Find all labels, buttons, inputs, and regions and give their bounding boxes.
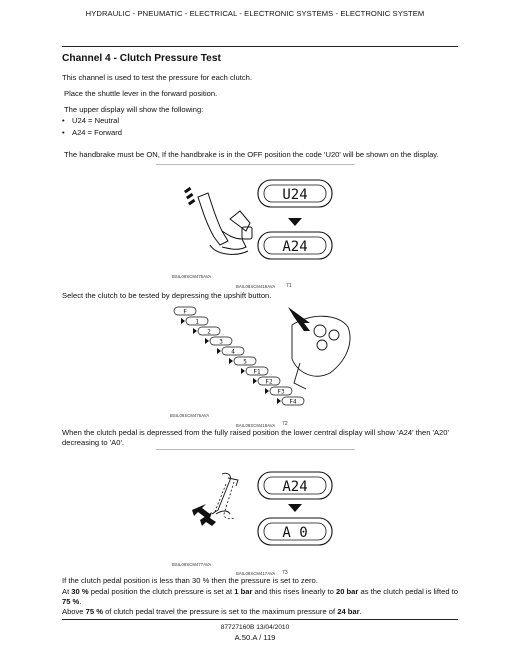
step-label: F3 — [277, 388, 285, 396]
figure-separator — [156, 449, 355, 450]
figure-code: BSIL08SCM475AVA — [172, 274, 212, 279]
bottom-display-readout: A24 — [282, 239, 308, 255]
figure-number: 72 — [282, 421, 288, 427]
step-label: F2 — [265, 378, 273, 386]
step-arrow — [277, 398, 281, 404]
figure-number: 71 — [286, 283, 292, 289]
footer-rule — [62, 619, 458, 620]
footer-page-number: A.50.A / 119 — [234, 633, 276, 642]
section-title: Channel 4 - Clutch Pressure Test — [62, 53, 221, 64]
step-arrow — [205, 338, 209, 344]
list-item — [62, 115, 122, 127]
bullet-text: A24 = Forward — [72, 128, 123, 137]
step-arrow — [253, 378, 257, 384]
bullet-text: U24 = Neutral — [72, 116, 120, 125]
step-arrow — [229, 358, 233, 364]
figure-ref: BAIL08SCM419AVA — [236, 284, 276, 289]
step-arrow — [241, 368, 245, 374]
bullet-list — [62, 115, 122, 139]
paragraph: The upper display will show the following: — [64, 105, 204, 114]
page-header: HYDRAULIC - PNEUMATIC - ELECTRICAL - ELECTRONIC SYSTEMS - ELECTRONIC SYSTEM — [85, 9, 425, 18]
figure-ref: BAIL08SCM417AVA — [236, 571, 276, 576]
top-display-readout: U24 — [282, 187, 308, 203]
step-label: F4 — [289, 398, 297, 406]
paragraph: Place the shuttle lever in the forward position. — [64, 89, 218, 98]
step-label: 5 — [243, 358, 247, 366]
figure-71-illustration — [176, 175, 346, 261]
step-arrow — [217, 348, 221, 354]
paragraph: The handbrake must be ON, If the handbrake is in the OFF position the code 'U20' will be shown on the display. — [64, 150, 439, 159]
paragraph-max-pressure: Above 75 % of clutch pedal travel the pressure is set to the maximum pressure of 24 bar. — [62, 607, 362, 616]
step-label: F1 — [253, 368, 261, 376]
figure-72-illustration — [170, 303, 360, 413]
figure-code: BSIL08SCM477AVA — [172, 562, 212, 567]
figure-code: BSIL08SCM476AVA — [170, 413, 210, 418]
header-rule — [62, 46, 458, 47]
step-label: 2 — [207, 328, 211, 336]
step-label: F — [183, 308, 187, 316]
step-arrow — [265, 388, 269, 394]
step-label: 4 — [231, 348, 235, 356]
list-item — [62, 127, 122, 139]
paragraph: Select the clutch to be tested by depressing the upshift button. — [62, 291, 272, 300]
paragraph-pressure-rise: At 30 % pedal position the clutch pressure is set at 1 bar and this rises linearly to 20 bar as the clutch pedal is lifted to 75 %. — [62, 587, 458, 606]
figure-number: 73 — [282, 570, 288, 576]
bottom-display-readout: A 0 — [282, 525, 308, 541]
top-display-readout: A24 — [282, 479, 308, 495]
step-arrow — [181, 318, 185, 324]
footer-doc-id: 87727160B 13/04/2010 — [220, 624, 290, 631]
paragraph: When the clutch pedal is depressed from the fully raised position the lower central display will show 'A24' then 'A20' decreasing to 'A0'. — [62, 428, 449, 447]
figure-separator — [156, 164, 355, 165]
paragraph: If the clutch pedal position is less than 30 % then the pressure is set to zero. — [62, 576, 318, 585]
step-arrow — [193, 328, 197, 334]
step-label: 1 — [195, 318, 199, 326]
figure-ref: BAIL08SCM418AVA — [236, 423, 276, 428]
paragraph: This channel is used to test the pressure for each clutch. — [62, 73, 252, 82]
figure-73-illustration — [178, 470, 348, 550]
step-label: 3 — [219, 338, 223, 346]
gear-steps — [174, 307, 304, 406]
